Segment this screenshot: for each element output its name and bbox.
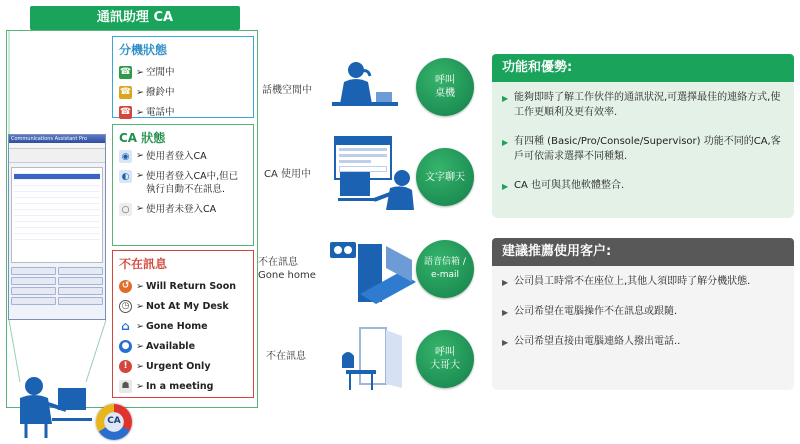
bullet-arrow: ➢ (136, 380, 144, 392)
away-available (119, 336, 247, 356)
status-label: 空閒中 (145, 66, 175, 78)
advantage-item (502, 90, 784, 120)
person-on-phone-illustration (330, 56, 400, 116)
triangle-bullet-icon: ▶ (502, 308, 509, 317)
app-window-titlebar: Communications Assistant Pro (9, 135, 105, 143)
app-button (58, 267, 103, 275)
red-phone-icon: ☎ (119, 107, 132, 117)
ca-status-box (112, 124, 254, 246)
recommended-text: 公司希望直接由電腦連絡人撥出電話.. (514, 336, 681, 347)
ca-logo-text: CA (107, 416, 121, 426)
bullet-arrow: ➢ (136, 150, 144, 161)
app-button-grid (11, 267, 103, 305)
away-message-title: 不在訊息 (119, 257, 168, 271)
app-contact-list (11, 167, 103, 263)
recommended-text: 公司希望在電腦操作不在訊息或跟隨. (514, 306, 678, 317)
recommended-text: 公司員工時常不在座位上,其他人須即時了解分機狀態. (514, 276, 751, 287)
voicemail-email-bubble: 語音信箱 / e-mail (416, 240, 474, 298)
app-button (58, 287, 103, 295)
status-ringing (119, 82, 247, 102)
recommended-item (502, 334, 784, 350)
bullet-arrow: ➢ (136, 66, 144, 78)
scene-label-away: 不在訊息 (266, 351, 306, 362)
empty-office-illustration (340, 326, 410, 394)
recommended-item (502, 274, 784, 290)
away-in-a-meeting (119, 376, 247, 396)
warning-icon: ! (119, 360, 132, 373)
ca-logo (96, 404, 132, 440)
text-chat-bubble: 文字聊天 (416, 148, 474, 206)
triangle-bullet-icon: ▶ (502, 278, 509, 287)
status-idle (119, 62, 247, 82)
person-available-icon: ● (119, 340, 132, 353)
away-will-return-soon (119, 276, 247, 296)
bullet-arrow: ➢ (136, 203, 144, 214)
bullet-arrow: ➢ (136, 170, 144, 181)
app-button (58, 277, 103, 285)
away-gone-home (119, 316, 247, 336)
scene-label-idle: 話機空閒中 (262, 85, 312, 96)
recommended-panel-title: 建議推薦使用客户: (492, 238, 794, 266)
green-phone-icon: ☎ (119, 67, 132, 77)
extension-status-box (112, 36, 254, 118)
app-button (11, 277, 56, 285)
app-button (11, 287, 56, 295)
voicemail-email-illustration (326, 238, 418, 304)
home-icon: ⌂ (121, 319, 130, 333)
bullet-arrow: ➢ (136, 320, 144, 332)
ca-app-screenshot (8, 134, 106, 320)
status-label: 電話中 (145, 106, 175, 118)
scene-label-ca-active: CA 使用中 (264, 169, 312, 180)
bullet-arrow: ➢ (136, 86, 144, 98)
user-auto-away-icon: ◐ (119, 170, 132, 183)
advantage-text: 能夠即時了解工作伙伴的通訊狀況,可選擇最佳的連絡方式,使工作更順利及更有效率. (514, 92, 781, 118)
scene-label-gone-home: 不在訊息 Gone home (258, 257, 316, 281)
call-desk-phone-bubble: 呼叫 桌機 (416, 58, 474, 116)
extension-status-title: 分機狀態 (119, 43, 168, 57)
recommended-panel-body (492, 266, 794, 390)
clock-return-icon: ↺ (119, 280, 132, 293)
away-message-box (112, 250, 254, 398)
status-label: 使用者登入CA中,但已執行自動不在訊息. (145, 171, 239, 195)
triangle-bullet-icon: ▶ (502, 338, 509, 347)
advantage-item (502, 134, 784, 164)
ca-status-logged-out (119, 203, 247, 216)
advantage-text: CA 也可與其他軟體整合. (514, 180, 625, 191)
app-button (11, 297, 56, 305)
status-label: 撥鈴中 (145, 86, 175, 98)
bullet-arrow: ➢ (136, 300, 144, 312)
bullet-arrow: ➢ (136, 280, 144, 292)
bullet-arrow: ➢ (136, 360, 144, 372)
status-on-call (119, 102, 247, 122)
app-title-tab: 通訊助理 CA (30, 6, 240, 30)
app-toolbar (9, 149, 105, 163)
away-not-at-desk (119, 296, 247, 316)
status-label: Not At My Desk (145, 300, 229, 312)
advantage-item (502, 178, 784, 194)
advantages-panel-body (492, 82, 794, 218)
list-item (14, 234, 100, 240)
advantage-text: 有四種 (Basic/Pro/Console/Supervisor) 功能不同的CA,客戶可依需求選擇不同種類. (514, 136, 781, 162)
bullet-arrow: ➢ (136, 106, 144, 118)
status-label: Urgent Only (145, 360, 211, 372)
status-label: Available (145, 340, 196, 352)
advantages-panel-title: 功能和優勢: (492, 54, 794, 82)
app-button (11, 267, 56, 275)
call-mobile-bubble: 呼叫 大哥大 (416, 330, 474, 388)
ca-status-logged-in (119, 150, 247, 163)
person-at-computer-illustration (336, 168, 426, 218)
ca-status-title: CA 狀態 (119, 131, 166, 145)
clock-icon: ◷ (119, 300, 132, 313)
ca-status-auto-away (119, 170, 247, 196)
app-button (58, 297, 103, 305)
meeting-icon: ☗ (119, 380, 132, 393)
user-logged-in-icon: ◉ (119, 150, 132, 163)
user-logged-out-icon: ○ (119, 203, 132, 216)
triangle-bullet-icon: ▶ (502, 94, 509, 103)
status-label: 使用者未登入CA (145, 204, 217, 215)
triangle-bullet-icon: ▶ (502, 138, 509, 147)
status-label: Gone Home (145, 320, 208, 332)
triangle-bullet-icon: ▶ (502, 182, 509, 191)
status-label: Will Return Soon (145, 280, 237, 292)
status-label: In a meeting (145, 380, 214, 392)
user-at-desk-illustration (12, 374, 92, 440)
status-label: 使用者登入CA (145, 151, 207, 162)
away-urgent-only (119, 356, 247, 376)
yellow-phone-icon: ☎ (119, 87, 132, 97)
bullet-arrow: ➢ (136, 340, 144, 352)
recommended-item (502, 304, 784, 320)
